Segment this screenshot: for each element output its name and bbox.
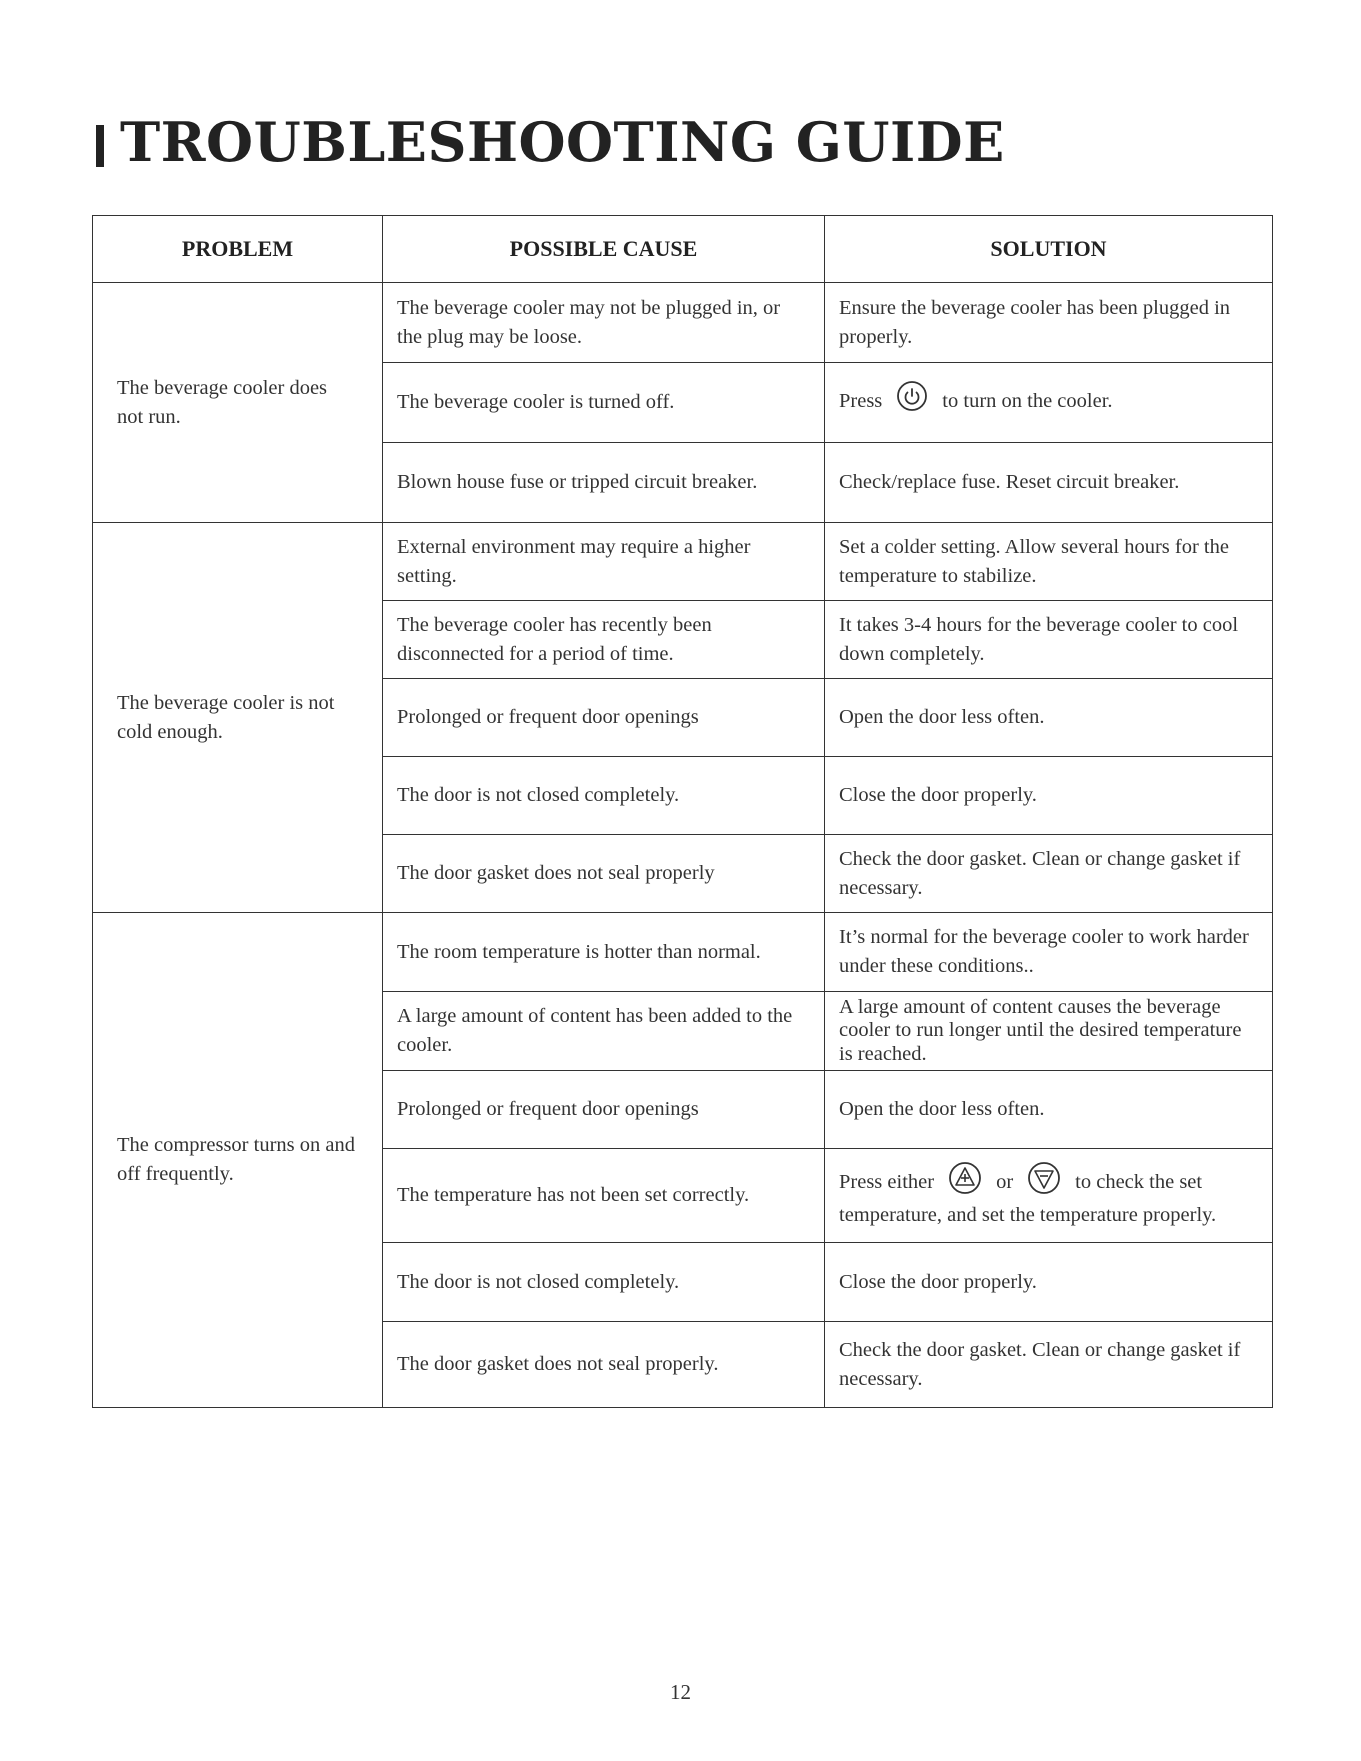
- page-title-text: TROUBLESHOOTING GUIDE: [120, 110, 1005, 174]
- page-number: 12: [670, 1680, 691, 1704]
- solution-text: Press: [839, 390, 883, 413]
- solution-cell: It’s normal for the beverage cooler to work harder under these conditions..: [825, 913, 1273, 992]
- solution-text: or: [996, 1171, 1014, 1194]
- cause-cell: Prolonged or frequent door openings: [383, 1071, 825, 1149]
- solution-cell: Close the door properly.: [825, 1243, 1273, 1322]
- solution-cell: Close the door properly.: [825, 757, 1273, 835]
- solution-cell: Open the door less often.: [825, 1071, 1273, 1149]
- cause-cell: The beverage cooler has recently been disconnected for a period of time.: [383, 601, 825, 679]
- title-bar-marker: [96, 125, 104, 167]
- cause-cell: The door gasket does not seal properly: [383, 835, 825, 913]
- table-header-row: [93, 216, 1273, 283]
- solution-cell: Open the door less often.: [825, 679, 1273, 757]
- solution-text: Press either: [839, 1171, 935, 1194]
- solution-text: to turn on the cooler.: [942, 390, 1113, 413]
- cause-cell: The temperature has not been set correctly.: [383, 1149, 825, 1243]
- header-solution: SOLUTION: [825, 216, 1273, 283]
- solution-text: to check the set temperature, and set the temperature properly.: [839, 1171, 1217, 1226]
- problem-cell: The beverage cooler is not cold enough.: [93, 523, 383, 913]
- cause-cell: The door is not closed completely.: [383, 757, 825, 835]
- header-cause: POSSIBLE CAUSE: [383, 216, 825, 283]
- table-row: [93, 523, 1273, 601]
- problem-cell: The compressor turns on and off frequently.: [93, 913, 383, 1408]
- solution-cell: Set a colder setting. Allow several hours for the temperature to stabilize.: [825, 523, 1273, 601]
- solution-cell: [825, 1149, 1273, 1243]
- solution-cell: Check the door gasket. Clean or change gasket if necessary.: [825, 835, 1273, 913]
- temperature-up-icon: [948, 1161, 982, 1202]
- cause-cell: External environment may require a higher setting.: [383, 523, 825, 601]
- solution-cell: [825, 363, 1273, 443]
- cause-cell: The door gasket does not seal properly.: [383, 1322, 825, 1408]
- solution-cell: Check the door gasket. Clean or change gasket if necessary.: [825, 1322, 1273, 1408]
- power-icon: [896, 380, 928, 421]
- cause-cell: Prolonged or frequent door openings: [383, 679, 825, 757]
- page-title: [96, 110, 1005, 174]
- solution-cell: Check/replace fuse. Reset circuit breaker.: [825, 443, 1273, 523]
- cause-cell: The door is not closed completely.: [383, 1243, 825, 1322]
- header-problem: PROBLEM: [93, 216, 383, 283]
- cause-cell: The beverage cooler may not be plugged in, or the plug may be loose.: [383, 283, 825, 363]
- solution-cell: A large amount of content causes the beverage cooler to run longer until the desired temperature is reached.: [825, 992, 1273, 1071]
- solution-cell: It takes 3-4 hours for the beverage cooler to cool down completely.: [825, 601, 1273, 679]
- cause-cell: The beverage cooler is turned off.: [383, 363, 825, 443]
- cause-cell: Blown house fuse or tripped circuit breaker.: [383, 443, 825, 523]
- problem-cell: The beverage cooler does not run.: [93, 283, 383, 523]
- table-row: [93, 283, 1273, 363]
- temperature-down-icon: [1027, 1161, 1061, 1202]
- cause-cell: The room temperature is hotter than normal.: [383, 913, 825, 992]
- cause-cell: A large amount of content has been added to the cooler.: [383, 992, 825, 1071]
- table-row: [93, 913, 1273, 992]
- troubleshooting-table: [92, 215, 1273, 1408]
- solution-cell: Ensure the beverage cooler has been plugged in properly.: [825, 283, 1273, 363]
